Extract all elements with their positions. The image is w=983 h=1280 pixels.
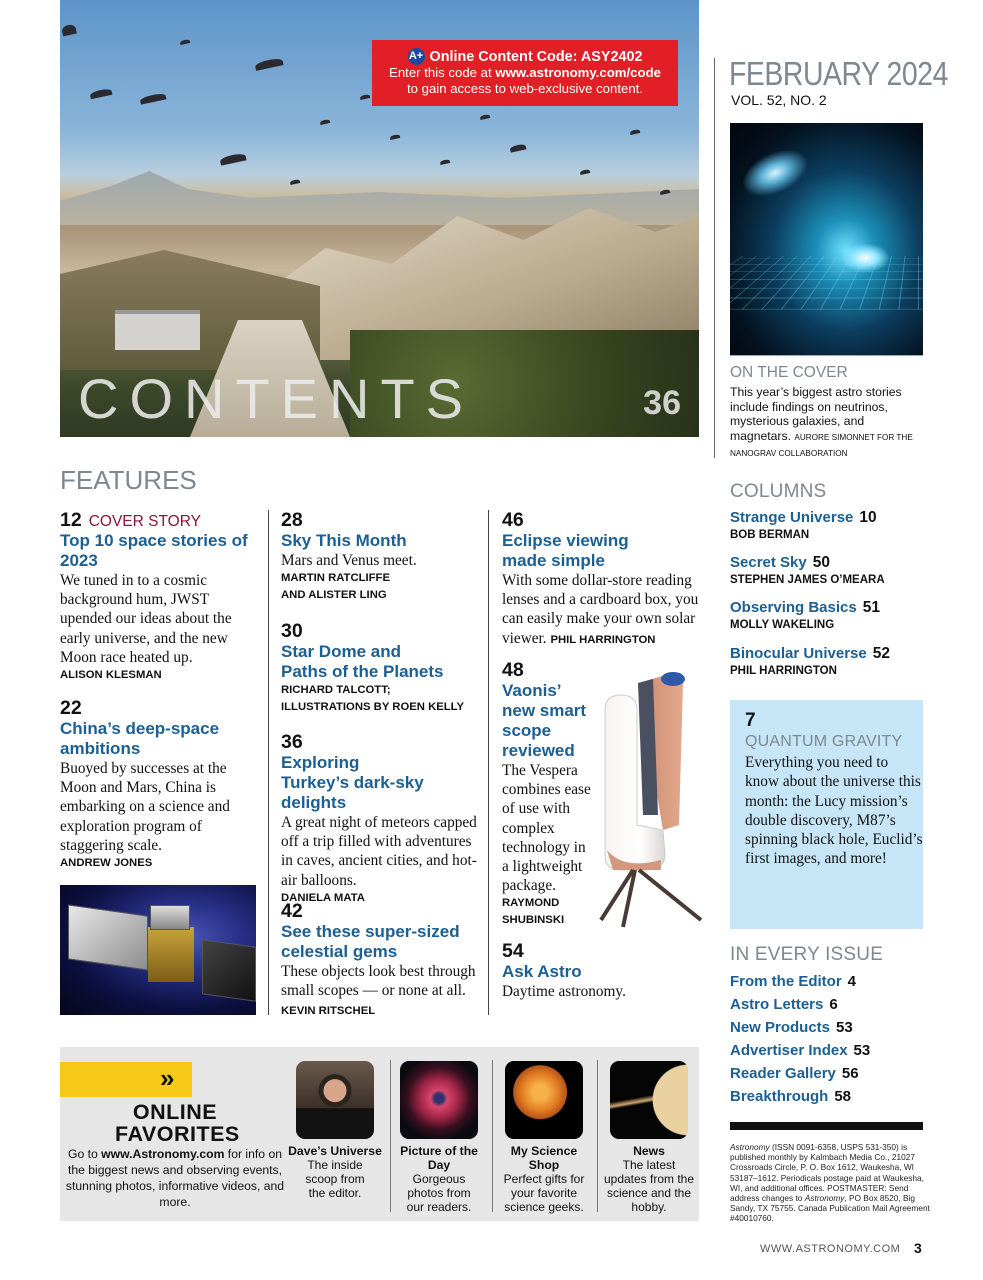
- item-page: 53: [836, 1019, 853, 1036]
- fav-card-daves-universe[interactable]: [286, 1061, 384, 1200]
- cover-image: [730, 123, 923, 355]
- bird: [219, 152, 246, 165]
- editor-photo: [296, 1061, 374, 1139]
- satellite-image: [60, 885, 256, 1015]
- online-favorites-desc: [60, 1146, 290, 1210]
- item-title: Reader Gallery: [730, 1065, 836, 1082]
- feature-page: 30: [281, 620, 303, 642]
- column-author: PHIL HARRINGTON: [730, 665, 837, 677]
- online-content-code-banner: [372, 40, 678, 106]
- issue-date: FEBRUARY 2024: [729, 55, 948, 92]
- every-issue-item[interactable]: [730, 973, 856, 990]
- column-author: MOLLY WAKELING: [730, 619, 835, 631]
- fav-card-my-science-shop[interactable]: [495, 1061, 593, 1214]
- desc-text: for info on the biggest news and observing events, stunning photos, informative videos, and more.: [65, 1147, 285, 1209]
- feature-author: MARTIN RATCLIFFE AND ALISTER LING: [281, 572, 390, 602]
- nebula-photo: [400, 1061, 478, 1139]
- feature-dek: [502, 571, 707, 650]
- feature-item[interactable]: [60, 509, 260, 684]
- cover-story-label: COVER STORY: [88, 513, 201, 530]
- bird: [254, 57, 283, 71]
- feature-item[interactable]: [60, 697, 265, 872]
- column-divider: [488, 510, 489, 1015]
- feature-dek: The Vespera combines ease of use with complex technology in a lightweight package.: [502, 762, 591, 895]
- footer-url[interactable]: WWW.ASTRONOMY.COM: [760, 1243, 901, 1255]
- column-page: 10: [859, 509, 877, 526]
- bird: [61, 24, 77, 37]
- promo-text: to gain access to web-exclusive content.: [406, 81, 644, 96]
- divider: [597, 1060, 598, 1212]
- feature-dek: [281, 962, 481, 1022]
- issue-volume: VOL. 52, NO. 2: [731, 92, 827, 108]
- spacetime-grid: [730, 256, 923, 309]
- contents-heading: CONTENTS: [78, 367, 474, 430]
- columns-heading: COLUMNS: [730, 481, 827, 502]
- bird: [90, 88, 113, 99]
- feature-title: Exploring Turkey’s dark-sky delights: [281, 753, 424, 812]
- dek-text: With some dollar-store reading lenses and a cardboard box, you can easily make your own solar viewer.: [502, 572, 699, 647]
- card-text: The latest updates from the science and the hobby.: [603, 1158, 695, 1214]
- every-issue-item[interactable]: [730, 1019, 853, 1036]
- a-plus-icon: A+: [408, 48, 425, 65]
- feature-author: RAYMOND SHUBINSKI: [502, 897, 565, 927]
- divider: [492, 1060, 493, 1212]
- bird: [320, 119, 331, 125]
- content-code: Online Content Code: ASY2402: [429, 48, 643, 65]
- astronomy-link[interactable]: www.Astronomy.com: [101, 1147, 225, 1161]
- bird: [630, 129, 641, 135]
- feature-author: ANDREW JONES: [60, 857, 153, 870]
- column-item[interactable]: [730, 554, 885, 586]
- column-page: 51: [862, 599, 880, 616]
- feature-dek: We tuned in to a cosmic background hum, JWST upended our ideas about the early universe, and the new Moon race heated up.: [60, 572, 232, 666]
- feature-title: Vaonis’ new smart scope reviewed: [502, 681, 587, 760]
- features-heading: FEATURES: [60, 465, 197, 495]
- column-title: Binocular Universe: [730, 645, 867, 662]
- column-title: Strange Universe: [730, 509, 854, 526]
- satellite-body: [148, 927, 194, 982]
- vespera-telescope-image: [583, 665, 713, 930]
- item-page: 56: [841, 1065, 859, 1082]
- column-author: STEPHEN JAMES O’MEARA: [730, 574, 885, 586]
- feature-author: ALISON KLESMAN: [60, 669, 162, 682]
- column-page: 50: [812, 554, 830, 571]
- every-issue-item[interactable]: [730, 1088, 851, 1105]
- column-divider: [268, 510, 269, 1015]
- item-page: 4: [847, 973, 857, 990]
- card-text: Gorgeous photos from our readers.: [406, 1172, 472, 1214]
- card-name: News: [633, 1144, 665, 1158]
- solar-panel: [202, 939, 256, 1002]
- bird: [140, 92, 167, 104]
- feature-dek: Daytime astronomy.: [502, 983, 626, 1000]
- feature-page: 22: [60, 697, 82, 719]
- every-issue-item[interactable]: [730, 1042, 870, 1059]
- feature-author: DANIELA MATA: [281, 891, 365, 904]
- column-item[interactable]: [730, 509, 877, 541]
- feature-author: KEVIN RITSCHEL: [281, 1005, 376, 1018]
- dek-text: These objects look best through small scopes — or none at all.: [281, 963, 476, 1000]
- feature-item[interactable]: [281, 620, 481, 716]
- on-the-cover-heading: ON THE COVER: [730, 364, 848, 381]
- feature-title: Star Dome and Paths of the Planets: [281, 642, 444, 681]
- column-divider: [714, 58, 715, 458]
- item-page: 58: [834, 1088, 852, 1105]
- feature-page: 48: [502, 659, 524, 681]
- every-issue-item[interactable]: [730, 1065, 859, 1082]
- building: [115, 310, 200, 350]
- feature-title: Top 10 space stories of 2023: [60, 531, 248, 570]
- feature-item[interactable]: [502, 509, 707, 650]
- feature-item[interactable]: [281, 509, 481, 604]
- feature-title: Ask Astro: [502, 962, 582, 981]
- item-title: From the Editor: [730, 973, 842, 990]
- card-text: The inside scoop from the editor.: [305, 1158, 365, 1200]
- item-title: Astro Letters: [730, 996, 824, 1013]
- pub-name: Astronomy: [730, 1142, 770, 1152]
- bird: [390, 134, 401, 140]
- column-title: Observing Basics: [730, 599, 857, 616]
- divider: [730, 355, 923, 356]
- feature-item[interactable]: [502, 940, 702, 1001]
- card-name: My Science Shop: [510, 1144, 578, 1172]
- feature-page: 36: [281, 731, 303, 753]
- item-page: 53: [853, 1042, 871, 1059]
- mars-globe-photo: [505, 1061, 583, 1139]
- cover-credit: AURORE SIMONNET FOR THE NANOGRAV COLLABORATION: [730, 432, 913, 458]
- divider-bar: [730, 1122, 923, 1130]
- promo-code-link[interactable]: www.astronomy.com/code: [495, 65, 661, 80]
- feature-page: 42: [281, 900, 303, 922]
- yellow-banner: [60, 1062, 192, 1097]
- fav-card-picture-of-the-day[interactable]: [390, 1061, 488, 1214]
- pub-name: Astronomy: [804, 1193, 845, 1204]
- feature-title: Eclipse viewing made simple: [502, 531, 629, 570]
- galaxy: [735, 140, 815, 206]
- item-page: 6: [829, 996, 838, 1013]
- on-the-cover-text: [730, 385, 925, 462]
- column-author: BOB BERMAN: [730, 529, 810, 541]
- item-title: Breakthrough: [730, 1088, 829, 1105]
- qg-title: QUANTUM GRAVITY: [745, 733, 903, 750]
- qg-text: Everything you need to know about the universe this month: the Lucy mission’s double discovery, M87’s spinning black hole, Euclid’s first images, and more!: [745, 754, 923, 868]
- feature-title: See these super-sized celestial gems: [281, 922, 460, 961]
- feature-dek: Mars and Venus meet.: [281, 552, 417, 569]
- feature-page: 46: [502, 509, 524, 531]
- card-name: Dave’s Universe: [288, 1144, 382, 1158]
- feature-item[interactable]: [502, 659, 594, 929]
- legal-text: , PO Box 8520, Big Sandy, TX 75755. Canada Publication Mail Agreement #40010760.: [730, 1193, 930, 1224]
- bird: [290, 179, 301, 185]
- double-chevron-icon: »: [160, 1063, 171, 1093]
- feature-page: 54: [502, 940, 524, 962]
- feature-page: 12: [60, 509, 82, 531]
- saturn-photo: [610, 1061, 688, 1139]
- qg-page: 7: [745, 710, 756, 731]
- card-text: Perfect gifts for your favorite science geeks.: [503, 1172, 585, 1214]
- feature-author: PHIL HARRINGTON: [550, 633, 656, 646]
- feature-page: 28: [281, 509, 303, 531]
- bird: [180, 39, 191, 45]
- page-number: 3: [914, 1240, 922, 1256]
- cover-caption: This year’s biggest astro stories include findings on neutrinos, mysterious galaxies, and magnetars.: [730, 385, 902, 443]
- every-issue-item[interactable]: [730, 996, 838, 1013]
- quantum-gravity-box[interactable]: [730, 700, 923, 929]
- instrument: [150, 905, 190, 930]
- card-name: Picture of the Day: [400, 1144, 478, 1172]
- publication-legal-notice: [730, 1142, 930, 1224]
- bird: [580, 169, 591, 175]
- legal-text: (ISSN 0091-6358, USPS 531-350) is published monthly by Kalmbach Media Co., 21027 Crossroads Circle, P. O. Box 1612, Waukesha, WI 53187–1612. Periodicals postage paid at Waukesha, WI, and additional offices. POSTMASTER: Send address changes to: [730, 1142, 924, 1204]
- bird: [440, 159, 451, 165]
- feature-author: RICHARD TALCOTT; ILLUSTRATIONS BY ROEN KELLY: [281, 684, 465, 713]
- desc-text: Go to: [67, 1147, 102, 1161]
- feature-title: China’s deep-space ambitions: [60, 719, 220, 758]
- feature-dek: Buoyed by successes at the Moon and Mars, China is embarking on a science and exploration program of staggering scale.: [60, 760, 230, 854]
- fav-card-news[interactable]: [600, 1061, 698, 1214]
- solar-panel: [68, 904, 148, 970]
- bird: [480, 114, 491, 120]
- bird: [360, 94, 371, 100]
- promo-text: Enter this code at: [389, 65, 496, 80]
- hero-page-ref: 36: [643, 384, 681, 422]
- column-item[interactable]: [730, 645, 890, 677]
- feature-item[interactable]: [281, 900, 481, 1022]
- column-page: 52: [872, 645, 890, 662]
- column-item[interactable]: [730, 599, 880, 631]
- feature-title: Sky This Month: [281, 531, 407, 550]
- feature-dek: A great night of meteors capped off a trip filled with adventures in caves, ancient cities, and hot-air balloons.: [281, 814, 477, 889]
- online-favorites-title: ONLINE FAVORITES: [115, 1100, 240, 1146]
- column-title: Secret Sky: [730, 554, 807, 571]
- item-title: New Products: [730, 1019, 831, 1036]
- feature-item[interactable]: [281, 731, 481, 907]
- in-every-issue-heading: IN EVERY ISSUE: [730, 944, 884, 965]
- bird: [510, 143, 527, 152]
- item-title: Advertiser Index: [730, 1042, 848, 1059]
